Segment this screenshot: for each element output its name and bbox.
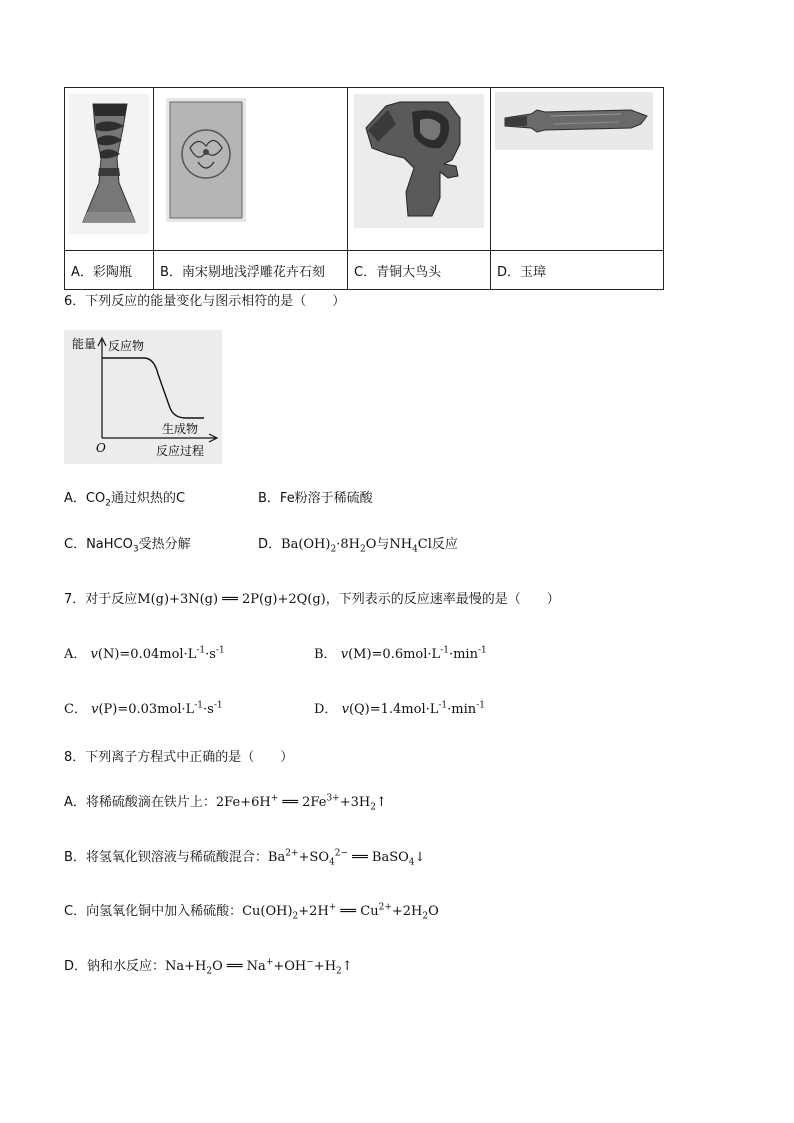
q7-option-c: C． $v(P)=0.03mol\cdot L^{-1}\cdot s^{-1}$ <box>64 700 223 717</box>
q8-option-c: C．向氢氧化铜中加入稀硫酸：$Cu(OH)_2+2H^+$ ══ $Cu^{2+}+2H_2O$ <box>64 902 439 922</box>
artifact-b-image-cell <box>154 88 348 251</box>
artifact-table <box>64 87 664 290</box>
q7-option-a: A． $v(N)=0.04mol\cdot L^{-1}\cdot s^{-1}$ <box>64 645 225 662</box>
jade-zhang-image <box>491 88 663 246</box>
reactant-label: 反应物 <box>108 339 145 353</box>
q8-option-a: A．将稀硫酸滴在铁片上：2Fe+6H+ ══ $2Fe^{3+}+3H_2↑$ <box>64 793 387 813</box>
q8-option-b: B．将氢氧化钡溶液与稀硫酸混合：$Ba^{2+}+SO_4^{2-}$ ══ BaSO$_4$↓ <box>64 848 426 868</box>
painted-pottery-vase-image <box>65 88 153 246</box>
q7-option-d: D． $v(Q)=1.4mol\cdot L^{-1}\cdot\min^{-1}$ <box>314 700 485 717</box>
q6-option-c: C．NaHCO$_3$受热分解 <box>64 537 191 555</box>
q8-option-d: D．钠和水反应：$Na+H_2O$ ══ $Na^++OH^-+H_2↑$ <box>64 957 353 977</box>
q6-option-b: B．Fe粉溶于稀硫酸 <box>258 491 373 506</box>
artifact-a-caption: A．彩陶瓶 <box>65 251 154 290</box>
q7-equation: M(g)+3N(g) ══ 2P(g)+2Q(g) <box>137 592 326 607</box>
origin-label: O <box>96 441 106 455</box>
artifact-c-caption: C．青铜大鸟头 <box>348 251 491 290</box>
q6-stem: 6．下列反应的能量变化与图示相符的是（ ） <box>64 294 346 309</box>
x-axis-label: 反应过程 <box>156 444 205 458</box>
artifact-d-image-cell <box>491 88 664 251</box>
artifact-d-caption: D．玉璋 <box>491 251 664 290</box>
artifact-a-image-cell <box>65 88 154 251</box>
y-axis-label: 能量 <box>72 337 97 351</box>
artifact-b-caption: B．南宋剔地浅浮雕花卉石刻 <box>154 251 348 290</box>
q7-option-b: B． $v(M)=0.6mol\cdot L^{-1}\cdot\min^{-1}$ <box>314 645 487 662</box>
q6-option-d: D．$Ba(OH)_2\cdot 8H_2O$与$NH_4Cl$反应 <box>258 537 458 555</box>
q6-option-a: A．$CO_2$通过炽热的C <box>64 491 186 509</box>
q7-stem: 7．对于反应M(g)+3N(g) ══ 2P(g)+2Q(g)，下列表示的反应速率最慢的是（ ） <box>64 592 560 607</box>
bronze-bird-head-image <box>348 88 490 246</box>
artifact-c-image-cell <box>348 88 491 251</box>
energy-diagram <box>64 330 222 464</box>
q8-stem: 8．下列离子方程式中正确的是（ ） <box>64 750 294 765</box>
stone-carving-image <box>154 88 347 246</box>
product-label: 生成物 <box>162 422 199 436</box>
